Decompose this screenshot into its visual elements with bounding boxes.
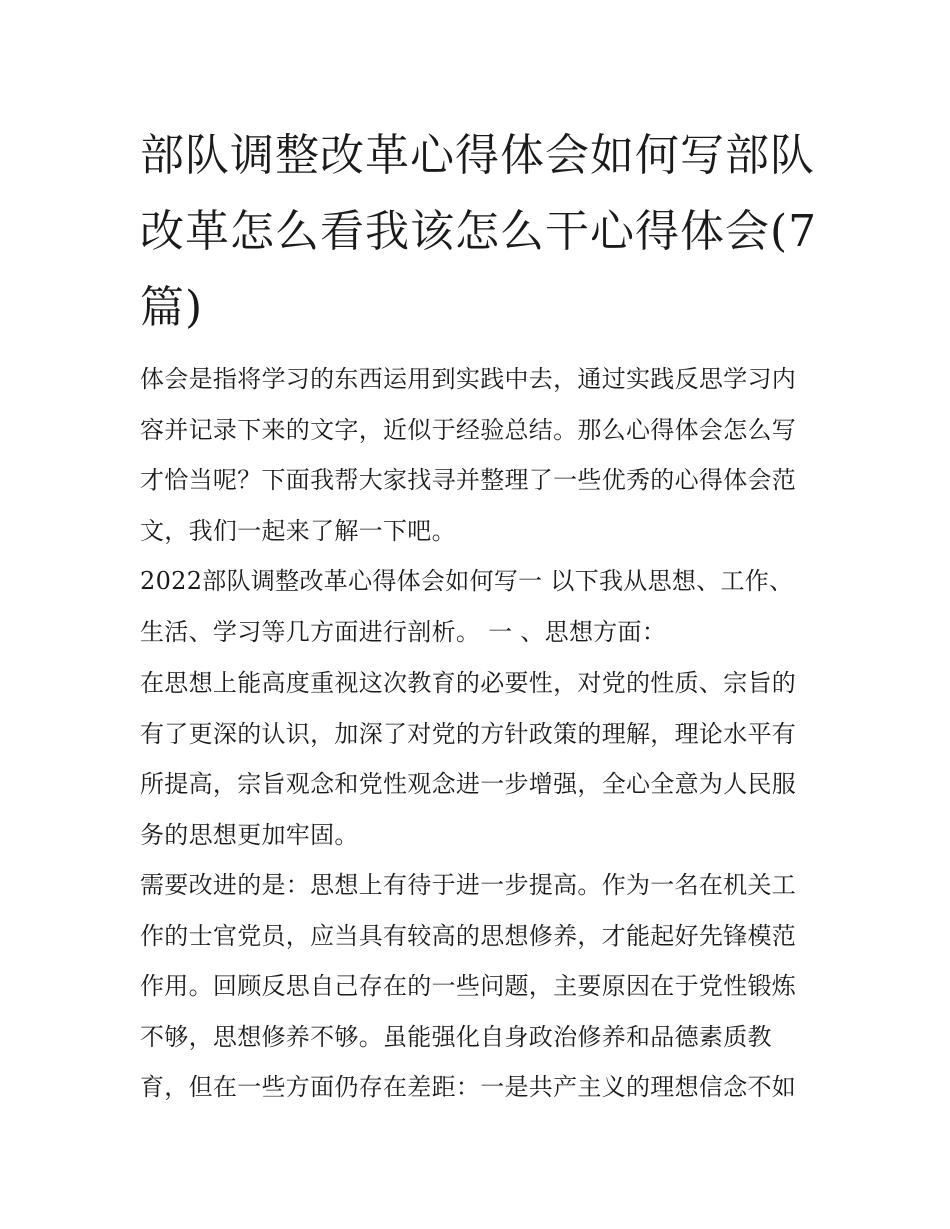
paragraph-improvement: 需要改进的是：思想上有待于进一步提高。作为一名在机关工作的士官党员，应当具有较高的思想修养，才能起好先锋模范作用。回顾反思自己存在的一些问题，主要原因在于党性锻炼不够，思想修养不够。虽能强化自身政治修养和品德素质教育，但在一些方面仍存在差距：一是共产主义的理想信念不如 <box>140 871 797 1101</box>
paragraph-intro: 体会是指将学习的东西运用到实践中去，通过实践反思学习内容并记录下来的文字，近似于经验总结。那么心得体会怎么写才恰当呢？下面我帮大家找寻并整理了一些优秀的心得体会范文，我们一起来了解一下吧。 <box>140 365 797 545</box>
paragraph-thought-aspect: 在思想上能高度重视这次教育的必要性，对党的性质、宗旨的有了更深的认识，加深了对党的方针政策的理解，理论水平有所提高，宗旨观念和党性观念进一步增强，全心全意为人民服务的思想更加牢固。 <box>140 669 797 849</box>
paragraph-section-heading: 2022部队调整改革心得体会如何写一 以下我从思想、工作、生活、学习等几方面进行剖析。 一 、思想方面： <box>140 567 794 646</box>
document-title: 部队调整改革心得体会如何写部队改革怎么看我该怎么干心得体会(7篇) <box>140 130 818 333</box>
